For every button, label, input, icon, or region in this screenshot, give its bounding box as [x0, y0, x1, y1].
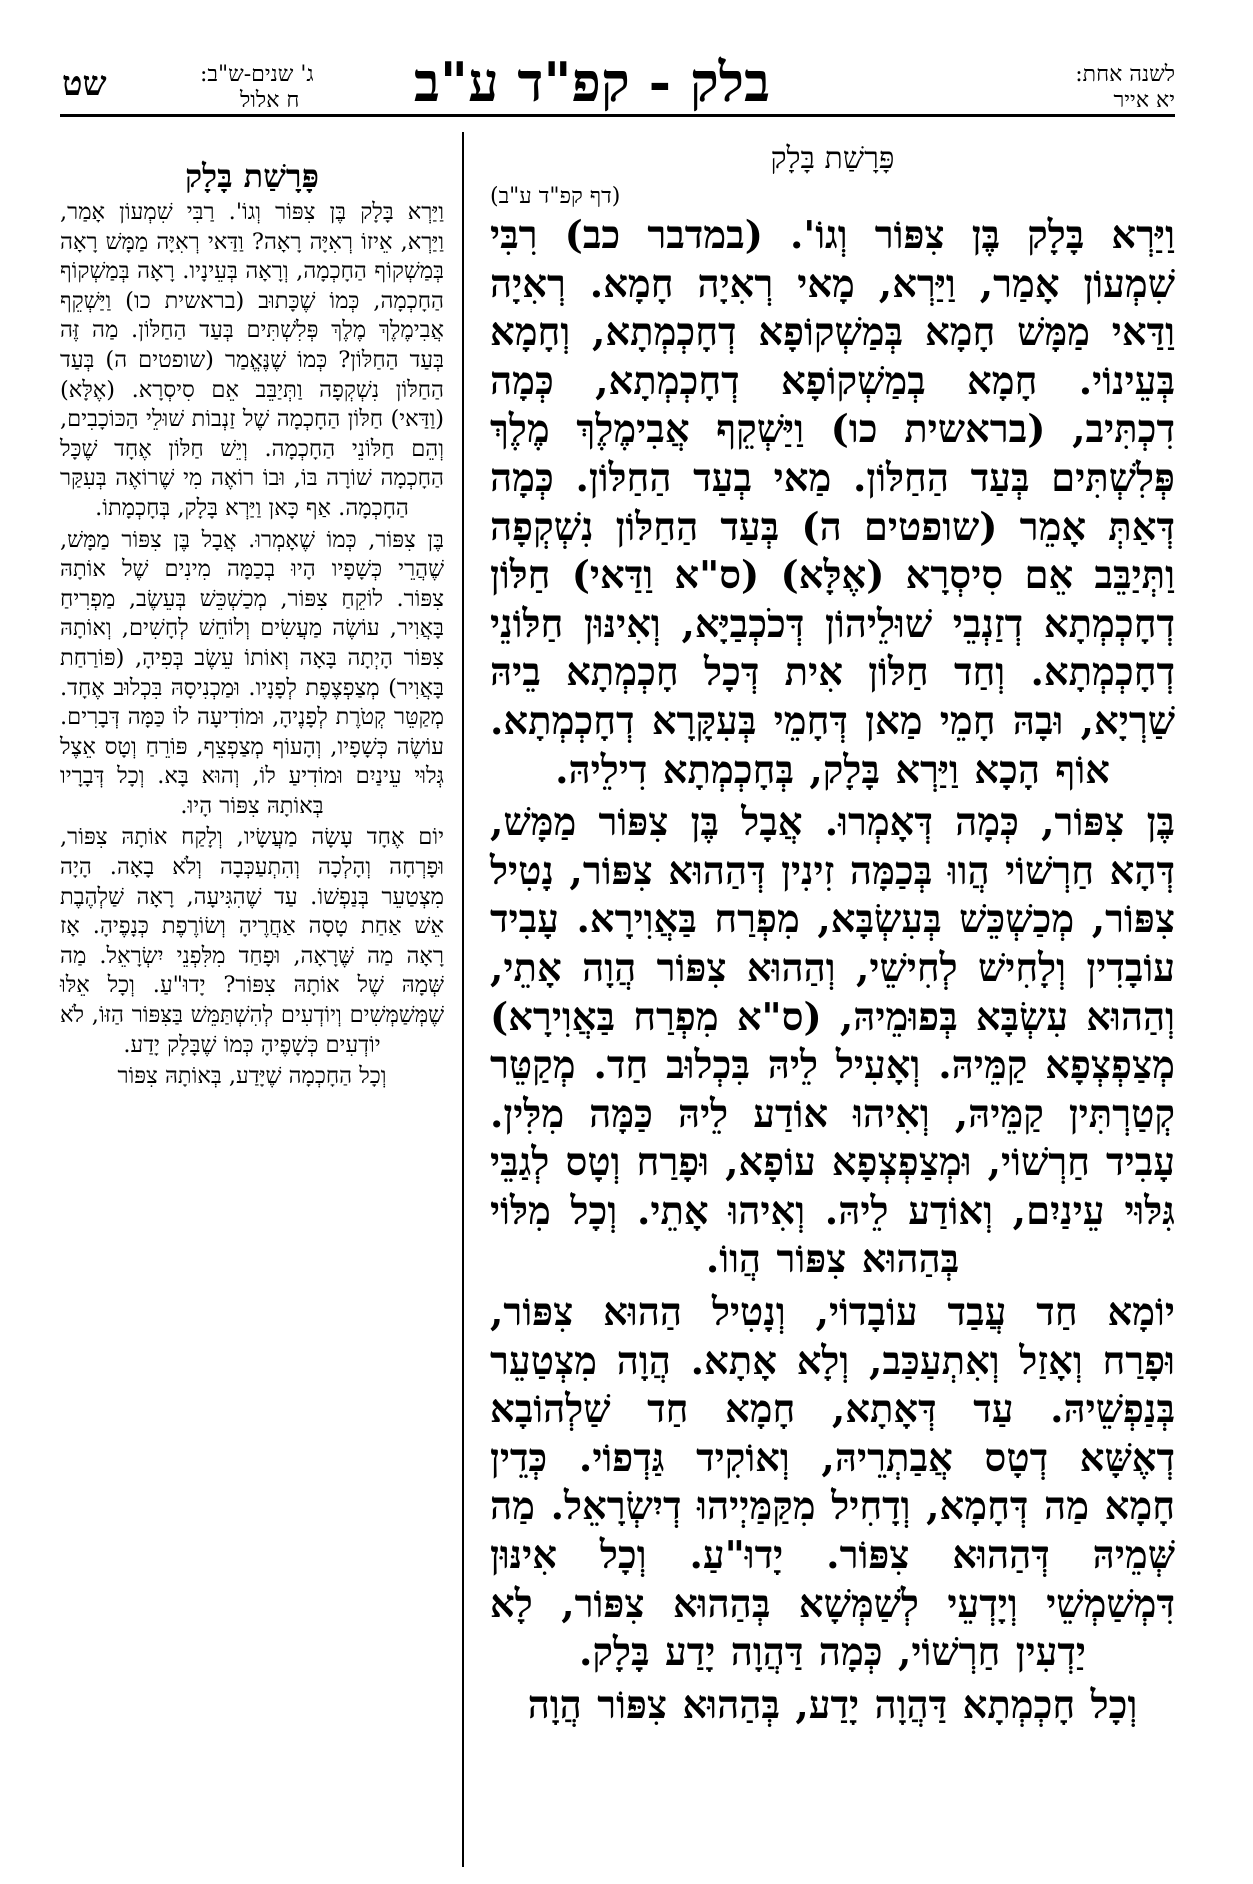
translation-parasha-heading: פָּרָשַׁת בָּלָק — [185, 157, 319, 195]
header-cycle-three-years: ג' שנים-ש"ב: — [200, 62, 314, 87]
translation-paragraph-4: וְכָל הַחָכְמָה שֶׁיָּדַע, בְּאוֹתָהּ צִפּוֹר — [117, 1063, 387, 1090]
main-paragraph-1: וַיַּרְא בָּלָק בֶּן צִפּוֹר וְגוֹ'. (במדבר כב) רִבִּי שִׁמְעוֹן אָמַר, וַיַּרְא, מָאי רְאִיָה חָמָא. רְאִיָה וַדַּאי מַמָּשׁ חָמָא בְּמַשְׁקוֹפָא דְחָכְמְתָא, וְחָמָא בְּעֵינוֹי. חָמָא בְמַשְׁקוֹפָא דְחָכְמְתָא, כְּמָה דִכְתִּיב, (בראשית כו) וַיַּשְׁקֵף אֲבִימֶלֶךְ מֶלֶךְ פְּלִשְׁתִּים בְּעַד הַחַלּוֹן. מַאי בְעַד הַחַלּוֹן. כְּמָה דְּאַתְּ אָמֵר (שופטים ה) בְּעַד הַחַלּוֹן נִשְׁקְפָה וַתְּיַבֵּב אֵם סִיסְרָא (אֶלָּא) (ס"א וַדַּאי) חַלּוֹן דְחָכְמְתָא דְזַנְבֵי שׁוּלֵיהוֹן דְּכֹכְבַיָּא, וְאִינּוּן חַלּוֹנֵי דְחָכְמְתָא. וְחַד חַלּוֹן אִית דְּכָל חָכְמְתָא בֵיהּ שַׁרְיָא, וּבָהּ חָמֵי מַאן דְּחָמֵי בְּעִקָּרָא דְחָכְמְתָא. אוֹף הָכָא וַיַּרְא בָּלָק, בְּחָכְמְתָא דִילֵיהּ. — [490, 213, 1175, 793]
main-paragraph-2: בֶּן צִפּוֹר, כְּמָה דְּאָמְרוּ. אֲבָל בֶּן צִפּוֹר מַמָּשׁ, דְּהָא חַרְשׁוֹי הֲווּ בְּכַמָּה זִינִין דְּהַהוּא צִפּוֹר, נָטִיל צִפּוֹר, מְכַשְׁכֵּשׁ בְּעִשְׂבָּא, מִפְרַח בַּאֲוִירָא. עָבִיד עוֹבָדִין וְלָחִישׁ לְחִישֵׁי, וְהַהוּא צִפּוֹר הֲוָה אָתֵי, וְהַהוּא עִשְׂבָּא בְּפוּמֵיהּ, (ס"א מִפְרַח בַּאֲוִירָא) מְצַפְצְפָא קַמֵּיהּ. וְאָעִיל לֵיהּ בִּכְלוּב חַד. מְקַטֵּר קְטַרְתִּין קַמֵּיהּ, וְאִיהוּ אוֹדַע לֵיהּ כַּמָּה מִלִּין. עָבִיד חַרְשׁוֹי, וּמְצַפְצְפָא עוֹפָא, וּפָרַח וְטָס לְגַבֵּי גִּלּוּי עֵינַיִם, וְאוֹדַע לֵיהּ. וְאִיהוּ אָתֵי. וְכָל מִלּוֹי בְּהַהוּא צִפּוֹר הֲווֹ. — [490, 800, 1175, 1283]
translation-paragraph-1: וַיַּרְא בָּלָק בֶּן צִפּוֹר וְגוֹ'. רַבִּי שִׁמְעוֹן אָמַר, וַיַּרְא, אֵיזוֹ רְאִיָּה רָאָה? וַדַּאי רְאִיָּה מַמָּשׁ רָאָה בְּמַשְׁקוֹף הַחָכְמָה, וְרָאָה בְּעֵינָיו. רָאָה בְּמַשְׁקוֹף הַחָכְמָה, כְּמוֹ שֶׁכָּתוּב (בראשית כו) וַיַּשְׁקֵף אֲבִימֶלֶךְ מֶלֶךְ פְּלִשְׁתִּים בְּעַד הַחַלּוֹן. מַה זֶּה בְּעַד הַחַלּוֹן? כְּמוֹ שֶׁנֶּאֱמַר (שופטים ה) בְּעַד הַחַלּוֹן נִשְׁקְפָה וַתְּיַבֵּב אֵם סִיסְרָא. (אֶלָּא) (וַדַּאי) חַלּוֹן הַחָכְמָה שֶׁל זַנְבוֹת שׁוּלֵי הַכּוֹכָבִים, וְהֵם חַלּוֹנֵי הַחָכְמָה. וְיֵשׁ חַלּוֹן אֶחָד שֶׁכָּל הַחָכְמָה שׁוֹרָה בּוֹ, וּבוֹ רוֹאֶה מִי שֶׁרוֹאֶה בְּעִקַּר הַחָכְמָה. אַף כָּאן וַיַּרְא בָּלָק, בְּחָכְמָתוֹ. — [60, 199, 444, 521]
main-paragraph-3: יוֹמָא חַד עֲבַד עוֹבָדוֹי, וְנָטִיל הַהוּא צִפּוֹר, וּפָרַח וְאָזַל וְאִתְעַכַּב, וְלָא אָתָא. הֲוָה מִצְטַעֵר בְּנַפְשֵׁיהּ. עַד דְּאָתָא, חָמָא חַד שַׁלְהוֹבָא דְאֶשָּׁא דְטָס אֲבַתְרֵיהּ, וְאוֹקִיד גַּדְפוֹי. כְּדֵין חָמָא מַה דְּחָמָא, וְדָחִיל מִקַּמַּיְיהוּ דְיִשְׂרָאֵל. מַה שְּׁמֵיהּ דְּהַהוּא צִפּוֹר. יָדוּ"עַ. וְכָל אִינּוּן דִּמְשַׁמְשֵׁי וְיָדְעֵי לְשַׁמְּשָׁא בְּהַהוּא צִפּוֹר, לָא יַדְעִין חַרְשׁוֹי, כְּמָה דַּהֲוָה יָדַע בָּלָק. — [490, 1290, 1175, 1676]
main-text-column — [490, 140, 1175, 1730]
page-number: שט — [62, 64, 107, 104]
main-paragraph-4: וְכָל חָכְמְתָא דַּהֲוָה יָדַע, בְּהַהוּא צִפּוֹר הֲוָה — [527, 1682, 1138, 1728]
header-date-one-year: יא אייר — [1113, 88, 1175, 113]
translation-paragraph-2: בֶּן צִפּוֹר, כְּמוֹ שֶׁאָמְרוּ. אֲבָל בֶּן צִפּוֹר מַמָּשׁ, שֶׁהֲרֵי כְּשָׁפָיו הָיוּ בְכַמָּה מִינִים שֶׁל אוֹתָהּ צִפּוֹר. לוֹקֵחַ צִפּוֹר, מְכַשְׁכֵּשׁ בְּעֵשֶׂב, מַפְרִיחַ בָּאֲוִיר, עוֹשֶׂה מַעֲשִׂים וְלוֹחֵשׁ לְחָשִׁים, וְאוֹתָהּ צִפּוֹר הָיְתָה בָּאָה וְאוֹתוֹ עֵשֶׂב בְּפִיהָ, (פּוֹרַחַת בָּאֲוִיר) מְצַפְצֶפֶת לְפָנָיו. וּמַכְנִיסָהּ בִּכְלוּב אֶחָד. מְקַטֵּר קְטֹרֶת לְפָנֶיהָ, וּמוֹדִיעָה לוֹ כַּמָּה דְּבָרִים. עוֹשֶׂה כְּשָׁפָיו, וְהָעוֹף מְצַפְצֵף, פּוֹרֵחַ וְטָס אֵצֶל גְּלוּי עֵינַיִם וּמוֹדִיעַ לוֹ, וְהוּא בָּא. וְכָל דְּבָרָיו בְּאוֹתָהּ צִפּוֹר הָיוּ. — [60, 526, 444, 819]
column-divider — [462, 132, 464, 1867]
daf-reference: (דף קפ"ד ע"ב) — [490, 184, 621, 209]
main-parasha-heading: פָּרָשַׁת בָּלָק — [770, 141, 895, 176]
header-date-three-years: ח אלול — [240, 88, 300, 113]
translation-paragraph-3: יוֹם אֶחָד עָשָׂה מַעֲשָׂיו, וְלָקַח אוֹתָהּ צִפּוֹר, וּפָרְחָה וְהָלְכָה וְהִתְעַכְּבָה וְלֹא בָאָה. הָיָה מִצְטַעֵר בְּנַפְשׁוֹ. עַד שֶׁהִגִּיעָה, רָאָה שַׁלְהֶבֶת אֵשׁ אַחַת טָסָה אַחֲרֶיהָ וְשׂוֹרֶפֶת כְּנָפֶיהָ. אָז רָאָה מַה שֶּׁרָאָה, וּפָחַד מִלִּפְנֵי יִשְׂרָאֵל. מַה שְּׁמָהּ שֶׁל אוֹתָהּ צִפּוֹר? יָדוּ"עַ. וְכָל אֵלּוּ שֶׁמְּשַׁמְּשִׁים וְיוֹדְעִים לְהִשְׁתַּמֵּשׁ בַּצִּפּוֹר הַזּוֹ, לֹא יוֹדְעִים כְּשָׁפֶיהָ כְּמוֹ שֶׁבָּלָק יָדַע. — [60, 824, 444, 1058]
header-cycle-one-year: לשנה אחת: — [1075, 62, 1175, 87]
page-title: בלק - קפ"ד ע"ב — [413, 50, 770, 114]
header-rule — [60, 114, 1175, 117]
translation-column — [60, 156, 444, 1092]
